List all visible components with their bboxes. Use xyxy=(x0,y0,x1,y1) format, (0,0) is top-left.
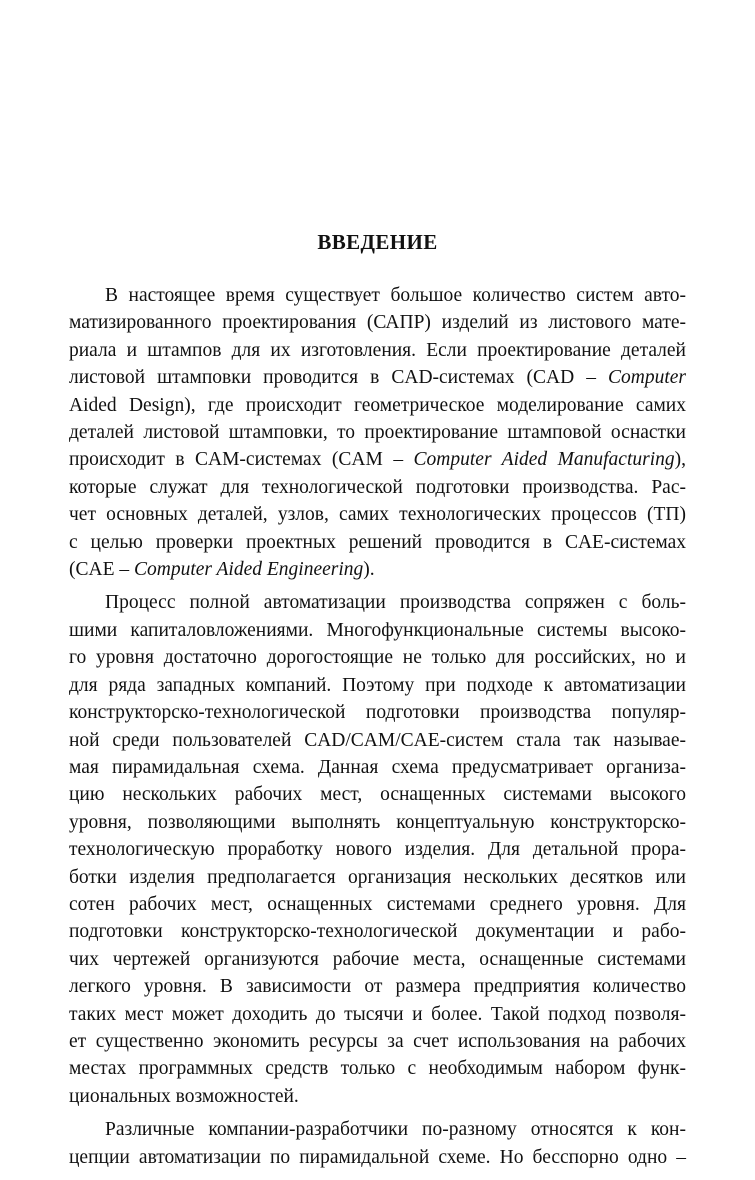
text-line: цепции автоматизации по пирамидальной схеме. Но бесспорно одно – xyxy=(69,1146,686,1168)
text-line: Различные компании-разработчики по-разному относятся к кон- xyxy=(105,1119,686,1141)
body-text xyxy=(69,282,686,1171)
paragraph-3 xyxy=(69,1116,686,1171)
text-line: циональных возможностей. xyxy=(69,1085,299,1107)
text-line: таких мест может доходить до тысячи и более. Такой подход позволя- xyxy=(69,1003,686,1025)
text-line: конструкторско-технологической подготовки производства популяр- xyxy=(69,702,686,724)
text-line xyxy=(69,446,686,473)
text-line xyxy=(69,364,686,391)
text-line: Процесс полной автоматизации производства сопряжен с боль- xyxy=(105,592,686,614)
text-line: легкого уровня. В зависимости от размера предприятия количество xyxy=(69,976,686,998)
text-segment: (CAE – xyxy=(69,559,134,581)
italic-term-computer: Computer xyxy=(608,367,686,389)
text-segment: листовой штамповки проводится в CAD-системах (CAD – xyxy=(69,367,608,389)
text-line: матизированного проектирования (САПР) изделий из листового мате- xyxy=(69,312,686,334)
text-line: Aided Design), где происходит геометрическое моделирование самих xyxy=(69,394,686,416)
page-title: ВВЕДЕНИЕ xyxy=(317,230,438,254)
text-line: для ряда западных компаний. Поэтому при подходе к автоматизации xyxy=(69,674,686,696)
text-line: го уровня достаточно дорогостоящие не только для российских, но и xyxy=(69,647,686,669)
text-line: сотен рабочих мест, оснащенных системами среднего уровня. Для xyxy=(69,893,686,915)
paragraph-2 xyxy=(69,589,686,1110)
text-segment: происходит в CAM-системах (CAM – xyxy=(69,449,414,471)
text-line: риала и штампов для их изготовления. Если проектирование деталей xyxy=(69,339,686,361)
text-line: которые служат для технологической подготовки производства. Рас- xyxy=(69,476,686,498)
text-segment: ). xyxy=(363,559,375,581)
text-segment: ), xyxy=(674,449,686,471)
text-line: ет существенно экономить ресурсы за счет использования на рабочих xyxy=(69,1030,686,1052)
text-line: ботки изделия предполагается организация нескольких десятков или xyxy=(69,866,686,888)
text-line: чет основных деталей, узлов, самих технологических процессов (ТП) xyxy=(69,504,686,526)
text-line: деталей листовой штамповки, то проектирование штамповой оснастки xyxy=(69,422,686,444)
paragraph-1 xyxy=(69,282,686,583)
italic-term-cae: Computer Aided Engineering xyxy=(134,559,364,581)
text-line: цию нескольких рабочих мест, оснащенных системами высокого xyxy=(69,784,686,806)
italic-term-cam: Computer Aided Manufacturing xyxy=(413,449,675,471)
text-line: технологическую проработку нового изделия. Для детальной прора- xyxy=(69,839,686,861)
text-line: мая пирамидальная схема. Данная схема предусматривает организа- xyxy=(69,756,686,778)
text-line: с целью проверки проектных решений проводится в CAE-системах xyxy=(69,531,686,553)
text-line: В настоящее время существует большое количество систем авто- xyxy=(105,285,686,306)
text-line: шими капиталовложениями. Многофункциональные системы высоко- xyxy=(69,619,686,641)
text-line: подготовки конструкторско-технологической документации и рабо- xyxy=(69,921,686,943)
text-line: местах программных средств только с необходимым набором функ- xyxy=(69,1058,686,1080)
text-line: уровня, позволяющими выполнять концептуальную конструкторско- xyxy=(69,811,686,833)
text-line: ной среди пользователей CAD/CAM/CAE-систем стала так называе- xyxy=(69,729,686,751)
text-line: чих чертежей организуются рабочие места, оснащенные системами xyxy=(69,948,686,970)
text-line xyxy=(69,556,686,583)
